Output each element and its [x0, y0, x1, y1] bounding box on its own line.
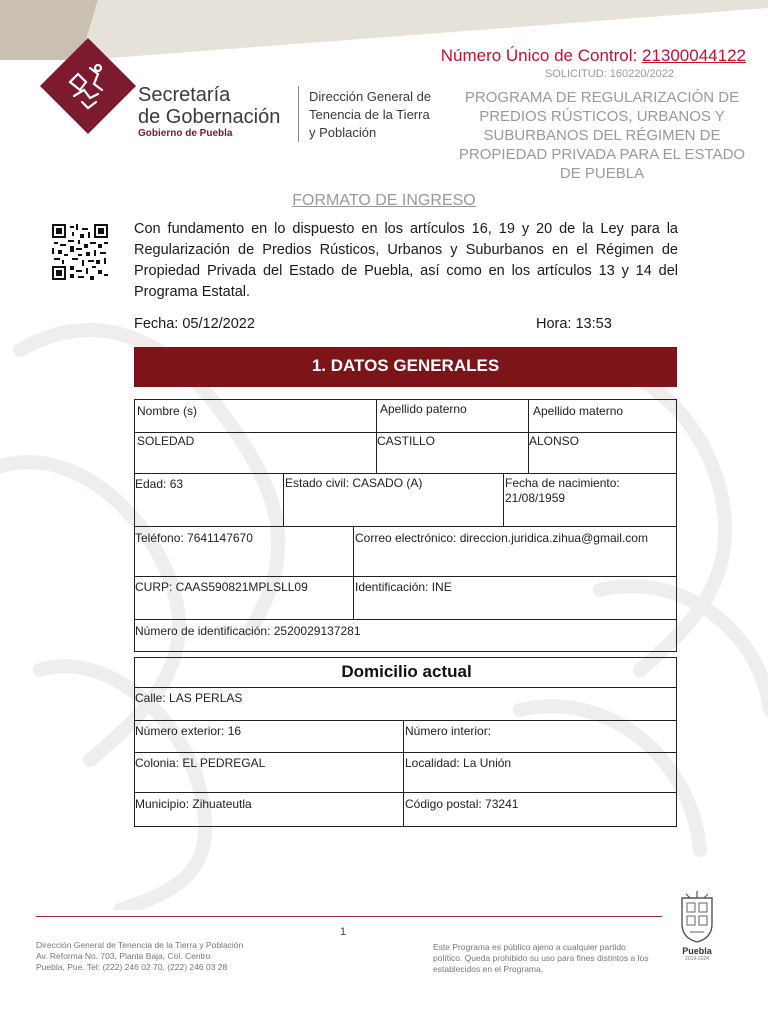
qr-code-icon [52, 224, 108, 280]
control-number: Número Único de Control: 21300044122 [440, 46, 746, 65]
edad-value: Edad: 63 [135, 477, 184, 491]
gobernacion-logo-icon [40, 38, 136, 134]
numero-identificacion-value: Número de identificación: 2520029137281 [135, 624, 361, 638]
identificacion-value: Identificación: INE [355, 580, 452, 594]
colonia-value: Colonia: EL PEDREGAL [135, 756, 266, 770]
program-title: PROGRAMA DE REGULARIZACIÓN DE PREDIOS RÚSTICOS, URBANOS Y SUBURBANOS DEL RÉGIMEN DE PROPIEDAD PRIVADA PARA EL ESTADO DE PUEBLA [458, 89, 746, 182]
domicilio-table [134, 657, 677, 827]
gobierno-puebla-label: Gobierno de Puebla [138, 128, 233, 139]
puebla-seal-icon [676, 890, 718, 944]
footer-address: Dirección General de Tenencia de la Tierra y Población Av. Reforma No. 703, Planta Baja, Col. Centro Puebla, Pue. Tel: (222) 246 02 70, (222) 246 03 28 [36, 940, 244, 972]
fecha-nacimiento-label: Fecha de nacimiento: [505, 476, 620, 490]
numero-exterior-value: Número exterior: 16 [135, 724, 242, 738]
codigo-postal-value: Código postal: 73241 [405, 797, 519, 811]
localidad-value: Localidad: La Unión [405, 756, 512, 770]
footer-divider [36, 916, 662, 917]
apellido-paterno-value: CASTILLO [377, 434, 436, 448]
page-number: 1 [340, 926, 347, 938]
secretaria-name: Secretaría de Gobernación [138, 84, 281, 128]
datos-generales-table [134, 399, 677, 652]
apellido-materno-label: Apellido materno [533, 404, 624, 418]
numero-interior-value: Número interior: [405, 724, 492, 738]
fecha-nacimiento-value: 21/08/1959 [505, 491, 566, 505]
curp-value: CURP: CAAS590821MPLSLL09 [135, 580, 308, 594]
fecha-nacimiento-field [505, 476, 620, 506]
nombre-label: Nombre (s) [137, 404, 198, 418]
nombre-value: SOLEDAD [137, 434, 195, 448]
header-divider [298, 86, 299, 142]
domicilio-title: Domicilio actual [341, 662, 472, 681]
direccion-name: Dirección General de Tenencia de la Tierra y Población [309, 89, 432, 140]
fecha-value: Fecha: 05/12/2022 [134, 316, 255, 332]
form-title: FORMATO DE INGRESO [292, 192, 476, 209]
estado-civil-value: Estado civil: CASADO (A) [285, 476, 423, 490]
correo-value: Correo electrónico: direccion.juridica.zihua@gmail.com [355, 531, 648, 545]
solicitud-number: SOLICITUD: 160220/2022 [544, 68, 674, 80]
calle-value: Calle: LAS PERLAS [135, 691, 243, 705]
telefono-value: Teléfono: 7641147670 [135, 531, 253, 545]
apellido-paterno-label: Apellido paterno [380, 402, 467, 416]
municipio-value: Municipio: Zihuateutla [135, 797, 252, 811]
puebla-seal-label: Puebla [682, 946, 712, 956]
section-title-datos-generales: 1. DATOS GENERALES [134, 347, 677, 387]
intro-paragraph: Con fundamento en lo dispuesto en los artículos 16, 19 y 20 de la Ley para la Regularización de Predios Rústicos, Urbanos y Suburbanos en el Régimen de Propiedad Privada del Estado de Puebla, así como en los artículos 13 y 14 del Programa Estatal. [134, 221, 678, 300]
footer-disclaimer: Este Programa es público ajeno a cualquier partido político. Queda prohibido su uso para fines distintos a los establecidos en el Programa. [433, 942, 649, 974]
hora-value: Hora: 13:53 [536, 316, 612, 332]
apellido-materno-value: ALONSO [529, 434, 580, 448]
puebla-seal-year: 2019-2024 [685, 956, 709, 962]
